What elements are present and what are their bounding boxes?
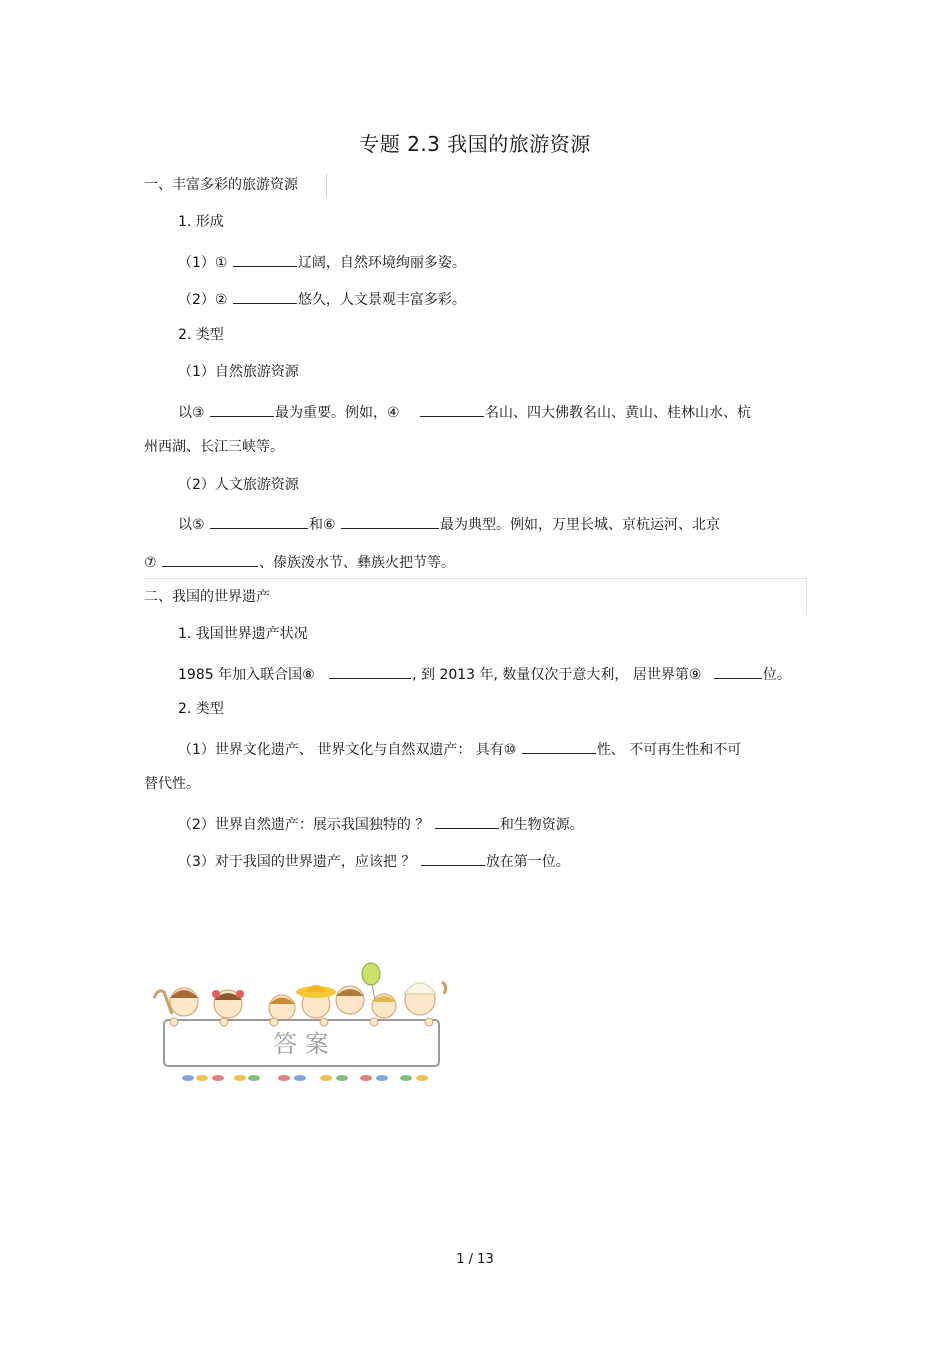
section-heading-2: 二、我国的世界遗产 [144,589,270,605]
q9-suffix: 位。 [762,667,791,683]
answer-banner-illustration [144,958,454,1088]
page-number: 1 / 13 [456,1252,494,1267]
question-1 [178,250,466,273]
question-11 [178,812,584,835]
page-title: 专题 2.3 我国的旅游资源 [359,132,591,156]
q4-prefix: 最为重要。例如，④ [275,405,400,421]
subheading-natural: （1）自然旅游资源 [178,364,299,380]
q11-prefix: （2）世界自然遗产：展示我国独特的 ？ [178,817,430,833]
q11-suffix: 和生物资源。 [499,817,584,833]
question-2-prefix: （2）② [178,292,228,308]
answer-label: 答 案 [273,1030,329,1058]
feet-icon [182,1075,428,1081]
subheading-heritage-status: 1. 我国世界遗产状况 [178,626,308,642]
q8-prefix: 1985 年加入联合国⑧ [178,667,315,683]
q12-prefix: （3）对于我国的世界遗产，应该把 ？ [178,854,416,870]
blank-4[interactable] [420,400,484,417]
blank-9[interactable] [714,662,762,679]
blank-10[interactable] [522,737,596,754]
subheading-types: 2. 类型 [178,327,224,343]
balloon-icon [362,963,380,985]
kids-heads-icon [170,983,436,1021]
blank-5[interactable] [210,512,308,529]
subheading-cultural: （2）人文旅游资源 [178,477,299,493]
question-5-6 [178,512,720,535]
q6-suffix: 最为典型。例如，万里长城、京杭运河、北京 [440,517,721,533]
q9-prefix: , 到 2013 年, 数量仅次于意大利， 居世界第⑨ [412,667,702,683]
question-1-suffix: 辽阔，自然环境绚丽多姿。 [297,255,466,271]
question-3-4 [178,400,751,423]
q7-prefix: ⑦ [144,555,157,571]
question-10-cont: 替代性。 [144,776,200,792]
question-8-9 [178,662,791,685]
blank-1[interactable] [233,250,297,267]
q10-prefix: （1）世界文化遗产、 世界文化与自然双遗产： 具有⑩ [178,742,517,758]
blank-6[interactable] [341,512,439,529]
blank-3[interactable] [210,400,274,417]
q12-suffix: 放在第一位。 [485,854,570,870]
question-7 [144,550,455,573]
question-10 [178,737,741,760]
subheading-heritage-types: 2. 类型 [178,701,224,717]
q3-prefix: 以③ [178,405,205,421]
q7-suffix: 、傣族泼水节、彝族火把节等。 [259,555,456,571]
subheading-formation: 1. 形成 [178,214,224,230]
q6-prefix: 和⑥ [309,517,336,533]
blank-11[interactable] [435,812,499,829]
blank-8[interactable] [329,662,411,679]
blank-7[interactable] [162,550,258,567]
blank-2[interactable] [233,287,297,304]
q10-suffix: 性、 不可再生性和不可 [596,742,742,758]
section-heading-1: 一、丰富多彩的旅游资源 [144,177,298,193]
question-2-suffix: 悠久，人文景观丰富多彩。 [297,292,466,308]
question-3-4-cont: 州西湖、长江三峡等。 [144,439,284,455]
q4-suffix: 名山、四大佛教名山、黄山、桂林山水、杭 [485,405,752,421]
q5-prefix: 以⑤ [178,517,205,533]
question-2 [178,287,466,310]
arm-left-icon [154,991,172,1014]
blank-12[interactable] [421,849,485,866]
arm-right-icon [442,982,446,994]
question-1-prefix: （1）① [178,255,228,271]
question-12 [178,849,570,872]
